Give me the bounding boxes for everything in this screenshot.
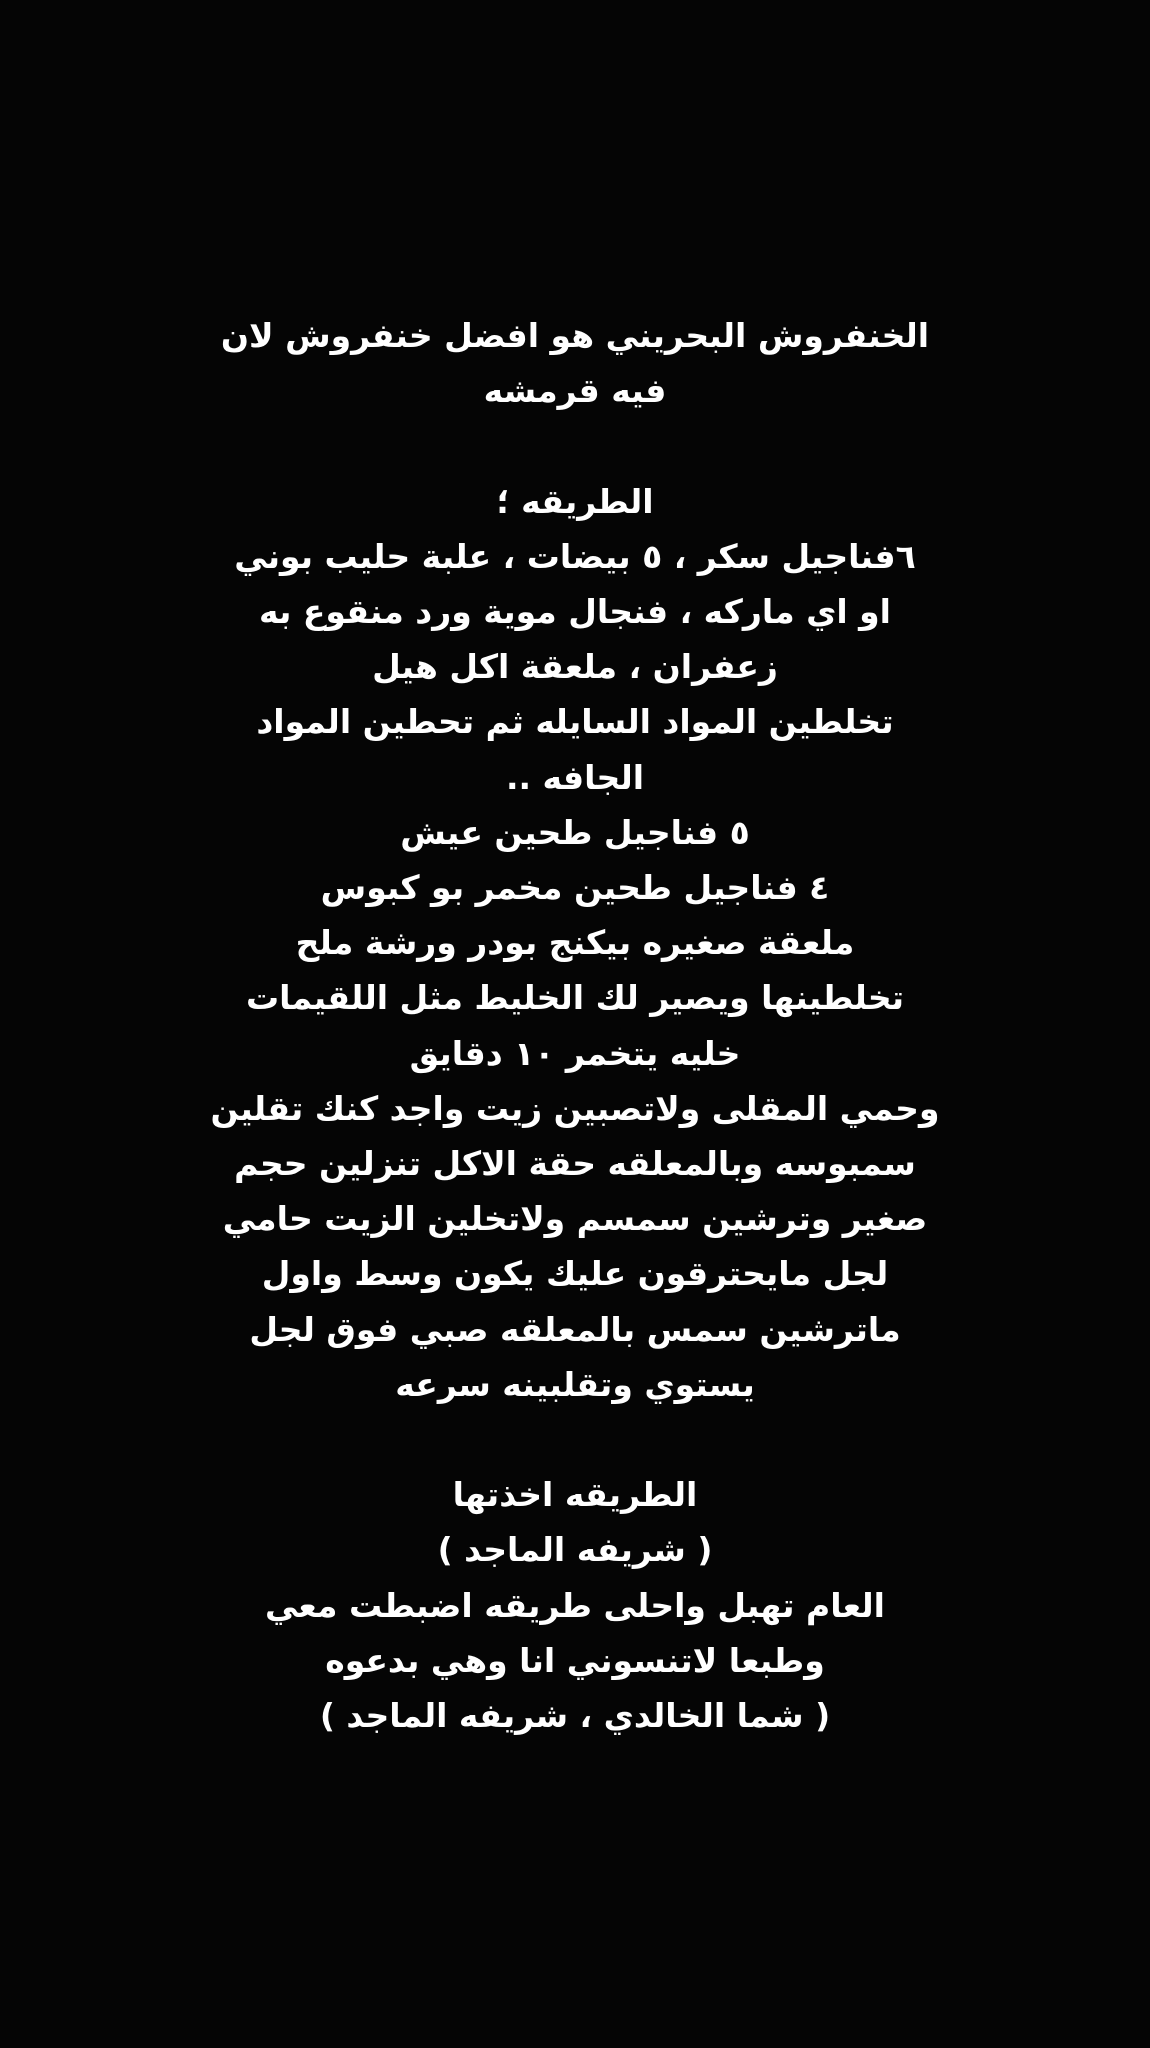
caption-line: ٥ فناجيل طحين عيش <box>400 812 750 852</box>
caption-line: ماترشين سمس بالمعلقه صبي فوق لجل <box>249 1309 901 1349</box>
caption-blank-line <box>185 418 965 473</box>
caption-line: تخلطينها ويصير لك الخليط مثل اللقيمات <box>245 978 905 1018</box>
caption-line: فيه قرمشه <box>483 371 667 411</box>
caption-line: الطريقه اخذتها <box>452 1475 698 1515</box>
caption-line: خليه يتخمر ١٠ دقايق <box>409 1033 741 1073</box>
caption-line: الجافه .. <box>505 757 645 797</box>
caption-line: وطبعا لاتنسوني انا وهي بدعوه <box>325 1640 825 1680</box>
caption-line: العام تهبل واحلى طريقه اضبطت معي <box>265 1585 885 1625</box>
caption-line: صغير وترشين سمسم ولاتخلين الزيت حامي <box>222 1199 928 1239</box>
caption-line: تخلطين المواد السايله ثم تحطين المواد <box>256 702 894 742</box>
caption-line: ٦فناجيل سكر ، ٥ بيضات ، علبة حليب بوني <box>234 536 916 576</box>
story-caption-text <box>185 308 965 1743</box>
caption-line: سمبوسه وبالمعلقه حقة الاكل تنزلين حجم <box>234 1144 916 1184</box>
caption-line: ملعقة صغيره بيكنج بودر ورشة ملح <box>295 923 855 963</box>
caption-line: لجل مايحترقون عليك يكون وسط واول <box>261 1254 889 1294</box>
caption-line: ٤ فناجيل طحين مخمر بو كبوس <box>320 868 830 908</box>
caption-blank-line <box>185 1412 965 1467</box>
caption-line: الطريقه ؛ <box>496 481 654 521</box>
caption-line: ( شريفه الماجد ) <box>437 1530 713 1570</box>
caption-line: او اي ماركه ، فنجال موية ورد منقوع به <box>259 592 891 631</box>
caption-line: الخنفروش البحريني هو افضل خنفروش لان <box>220 316 930 355</box>
caption-line: يستوي وتقلبينه سرعه <box>395 1364 755 1404</box>
caption-line: زعفران ، ملعقة اكل هيل <box>372 647 778 687</box>
caption-line: وحمي المقلى ولاتصبين زيت واجد كنك تقلين <box>210 1088 940 1128</box>
caption-line: ( شما الخالدي ، شريفه الماجد ) <box>319 1696 831 1736</box>
